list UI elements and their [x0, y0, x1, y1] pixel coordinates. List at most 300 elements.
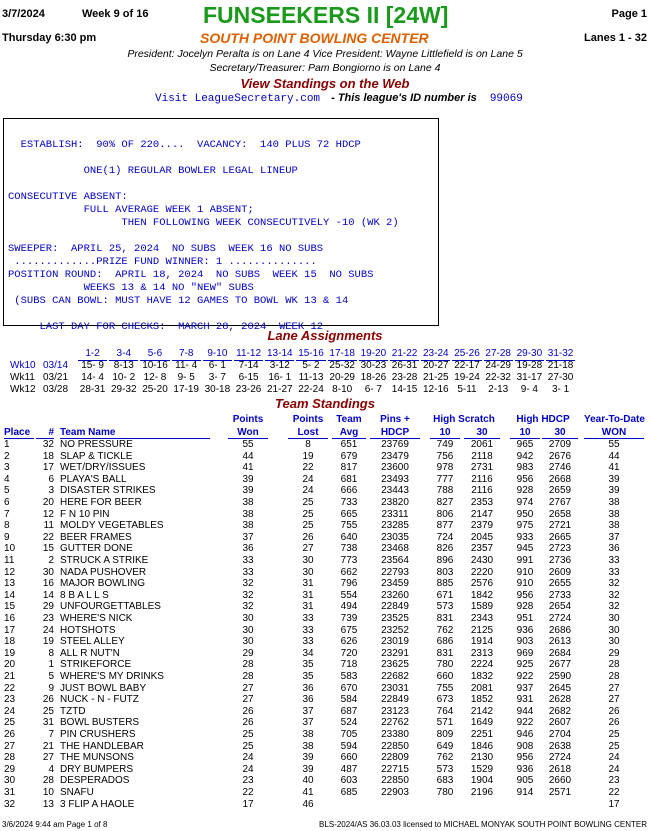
lane-week: Wk11 [10, 372, 35, 383]
standings-cell: 2357 [470, 543, 494, 555]
standings-cell: 24 [608, 752, 620, 764]
standings-cell: 30 [608, 624, 620, 636]
standings-cell: 26 [4, 729, 16, 740]
standings-cell: 908 [516, 740, 534, 752]
lane-cell: 8-10 [332, 384, 353, 395]
standings-cell: 41 [608, 462, 620, 474]
standings-cell: 23311 [381, 508, 409, 520]
standings-cell: 910 [516, 578, 534, 590]
footer-right: BLS-2024/AS 36.03.03 licensed to MICHAEL MONYAK SOUTH POINT BOWLING CENTER [319, 820, 647, 829]
standings-cell: 24 [4, 705, 16, 717]
standings-cell: 2116 [471, 473, 493, 485]
lane-cell: 7-14 [238, 360, 259, 371]
standings-head-col: Team Name [60, 427, 210, 439]
standings-cell: 33 [302, 624, 314, 636]
lane-pair-header: 21-22 [391, 348, 418, 359]
standings-head-col: Won [228, 427, 268, 439]
standings-cell: 910 [516, 566, 534, 578]
standings-cell: 17 [42, 462, 54, 474]
standings-cell: 936 [516, 763, 534, 775]
standings-cell: 922 [516, 717, 534, 729]
standings-cell: 33 [302, 613, 314, 624]
team-name: NUCK - N - FUTZ [60, 694, 139, 706]
standings-cell: 31 [302, 578, 314, 590]
lane-cell: 30-23 [360, 360, 387, 371]
standings-cell: 788 [436, 485, 454, 497]
lane-cell: 5- 2 [302, 360, 320, 371]
lane-cell: 31-17 [516, 372, 543, 383]
standings-cell: 23035 [381, 531, 409, 543]
standings-cell: 38 [302, 729, 314, 740]
standings-cell: 23820 [381, 497, 409, 508]
standings-cell: 26 [302, 531, 314, 543]
standings-cell: 9 [4, 531, 10, 543]
standings-cell: 2590 [548, 671, 572, 682]
lane-cell: 22-24 [298, 384, 324, 395]
lane-cell: 20-27 [422, 360, 449, 371]
standings-cell: 32 [608, 589, 620, 601]
lane-pair-header: 15-16 [298, 348, 324, 359]
standings-cell: 38 [302, 740, 314, 752]
standings-cell: 23031 [381, 682, 409, 694]
standings-head-top: Team [336, 414, 362, 425]
standings-cell: 2704 [548, 729, 572, 740]
team-name: THE HANDLEBAR [60, 740, 144, 752]
standings-cell: 15 [42, 543, 54, 555]
standings-cell: 2746 [548, 462, 572, 474]
standings-cell: 22849 [381, 601, 409, 613]
team-name: HERE FOR BEER [60, 497, 142, 508]
standings-head-top: Points [292, 414, 324, 425]
standings-cell: 23479 [381, 450, 409, 462]
standings-cell: 26 [608, 705, 620, 717]
standings-cell: 24 [242, 763, 254, 775]
standings-cell: 30 [4, 775, 16, 787]
standings-title: Team Standings [275, 396, 375, 411]
officers-line-1: President: Jocelyn Peralta is on Lane 4 Vice President: Wayne Littlefield is on Lane 5 [127, 48, 523, 60]
standings-cell: 37 [242, 531, 254, 543]
standings-cell: 956 [516, 589, 534, 601]
standings-cell: 937 [516, 682, 534, 694]
standings-cell: 2655 [548, 578, 572, 590]
standings-cell: 2736 [548, 555, 572, 566]
lane-cell: 14- 4 [81, 372, 104, 383]
team-name: DISASTER STRIKES [60, 485, 156, 497]
lane-assignments-grid [0, 346, 650, 398]
standings-cell: 32 [42, 439, 54, 450]
standings-cell: 23285 [381, 520, 409, 532]
standings-cell: 27 [608, 682, 620, 694]
standings-cell: 4 [48, 763, 54, 775]
standings-cell: 23468 [381, 543, 409, 555]
standings-cell: 22849 [381, 694, 409, 706]
standings-cell: 2613 [548, 636, 572, 648]
standings-cell: 755 [340, 520, 358, 532]
standings-cell: 1842 [470, 589, 494, 601]
standings-cell: 23 [42, 613, 54, 624]
standings-cell: 23493 [381, 473, 409, 485]
standings-cell: 2638 [548, 740, 572, 752]
lane-cell: 25-20 [142, 384, 168, 395]
standings-cell: 671 [436, 589, 454, 601]
standings-cell: 32 [608, 578, 620, 590]
standings-cell: 22762 [381, 717, 409, 729]
league-title: FUNSEEKERS II [24W] [203, 2, 449, 28]
standings-cell: 2142 [470, 705, 494, 717]
visit-link[interactable]: Visit LeagueSecretary.com [155, 93, 321, 105]
standings-cell: 39 [302, 763, 314, 775]
standings-cell: 39 [242, 473, 254, 485]
standings-cell: 22793 [381, 566, 409, 578]
standings-cell: 29 [42, 601, 54, 613]
lane-cell: 19-28 [516, 360, 543, 371]
standings-cell: 38 [242, 508, 254, 520]
standings-cell: 2677 [548, 659, 572, 671]
standings-cell: 2723 [548, 543, 572, 555]
standings-cell: 22 [242, 787, 254, 798]
standings-cell: 2353 [470, 497, 494, 508]
standings-header [0, 414, 650, 440]
standings-cell: 806 [436, 508, 454, 520]
standings-cell: 687 [340, 705, 358, 717]
team-name: BEER FRAMES [60, 531, 132, 543]
standings-head-col: Place [4, 427, 34, 439]
lane-pair-header: 3-4 [109, 348, 138, 361]
standings-cell: 640 [340, 531, 358, 543]
standings-cell: 25 [42, 705, 54, 717]
lane-cell: 16- 1 [268, 372, 292, 383]
standings-cell: 626 [340, 636, 358, 648]
standings-cell: 23252 [381, 624, 409, 636]
standings-cell: 665 [340, 508, 358, 520]
standings-cell: 36 [302, 694, 314, 706]
team-name: MOLDY VEGETABLES [60, 520, 164, 532]
standings-cell: 19 [302, 450, 314, 462]
standings-cell: 25 [302, 520, 314, 532]
standings-cell: 2733 [548, 589, 572, 601]
standings-cell: 803 [436, 566, 454, 578]
standings-cell: 928 [516, 485, 534, 497]
standings-cell: 33 [302, 636, 314, 648]
lane-cell: 11-13 [298, 372, 324, 383]
week-label: Week 9 of 16 [82, 8, 149, 20]
standings-cell: 30 [608, 636, 620, 648]
standings-cell: 21 [42, 740, 54, 752]
standings-cell: 931 [516, 694, 534, 706]
standings-cell: 896 [436, 555, 454, 566]
lane-cell: 20-29 [329, 372, 355, 383]
standings-cell: 922 [516, 671, 534, 682]
standings-cell: 33 [608, 566, 620, 578]
standings-cell: 956 [516, 752, 534, 764]
lane-cell: 15- 9 [81, 360, 104, 371]
lane-week: Wk12 [10, 384, 36, 395]
standings-cell: 2081 [470, 682, 494, 694]
standings-cell: 23291 [381, 647, 409, 659]
standings-cell: 2724 [548, 613, 572, 624]
standings-cell: 30 [42, 566, 54, 578]
standings-cell: 38 [608, 508, 620, 520]
standings-cell: 17 [4, 624, 16, 636]
lane-cell: 11- 4 [175, 360, 198, 371]
standings-cell: 28 [608, 671, 620, 682]
team-name: WHERE'S NICK [60, 613, 133, 624]
standings-cell: 29 [4, 763, 16, 775]
lane-cell: 5-11 [457, 384, 477, 395]
standings-head-top: High Scratch [433, 414, 495, 425]
standings-cell: 31 [42, 717, 54, 729]
standings-cell: 594 [340, 740, 358, 752]
league-id: 99069 [489, 93, 523, 105]
standings-head-top: Pins + [380, 414, 410, 425]
team-name: ALL R NUT'N [60, 647, 120, 659]
team-name: UNFOURGETTABLES [60, 601, 161, 613]
standings-cell: 22 [608, 787, 620, 798]
standings-cell: 29 [608, 647, 620, 659]
standings-cell: 27 [4, 740, 16, 752]
notice-box [3, 118, 439, 333]
standings-cell: 2721 [548, 520, 572, 532]
standings-cell: 777 [436, 473, 454, 485]
standings-cell: 583 [340, 671, 358, 682]
standings-cell: 38 [608, 497, 620, 508]
standings-cell: 14 [4, 589, 16, 601]
standings-cell: 603 [340, 775, 358, 787]
standings-cell: 2116 [471, 485, 493, 497]
standings-cell: 32 [242, 578, 254, 590]
footer-left: 3/6/2024 9:44 am Page 1 of 8 [2, 820, 108, 829]
standings-cell: 16 [4, 613, 16, 624]
standings-cell: 936 [516, 624, 534, 636]
standings-cell: 675 [340, 624, 358, 636]
standings-cell: 733 [340, 497, 358, 508]
standings-cell: 24 [608, 763, 620, 775]
standings-cell: 17 [242, 798, 254, 810]
standings-cell: 524 [340, 717, 358, 729]
standings-cell: 23459 [381, 578, 409, 590]
standings-cell: 944 [516, 705, 534, 717]
standings-cell: 36 [302, 682, 314, 694]
standings-cell: 22682 [381, 671, 409, 682]
team-name: HOTSHOTS [60, 624, 116, 636]
standings-cell: 2 [48, 555, 54, 566]
standings-cell: 762 [436, 624, 454, 636]
standings-cell: 1914 [470, 636, 494, 648]
lane-cell: 30-18 [204, 384, 231, 395]
league-id-line [155, 92, 523, 105]
standings-cell: 24 [302, 485, 314, 497]
standings-cell: 6 [48, 473, 54, 485]
standings-cell: 877 [436, 520, 454, 532]
standings-cell: 969 [516, 647, 534, 659]
standings-cell: 2676 [548, 450, 572, 462]
standings-cell: 39 [608, 473, 620, 485]
standings-cell: 649 [436, 740, 454, 752]
day-time: Thursday 6:30 pm [2, 32, 97, 44]
team-name: NADA PUSHOVER [60, 566, 147, 578]
lane-cell: 9- 4 [520, 384, 538, 395]
standings-cell: 23625 [381, 659, 409, 671]
standings-cell: 36 [242, 543, 254, 555]
standings-cell: 33 [242, 555, 254, 566]
lane-cell: 17-19 [173, 384, 199, 395]
standings-cell: 22715 [381, 763, 409, 775]
standings-cell: 755 [436, 682, 454, 694]
standings-cell: 26 [42, 694, 54, 706]
standings-cell: 718 [340, 659, 358, 671]
standings-cell: 4 [4, 473, 10, 485]
lane-cell: 25-32 [329, 360, 355, 371]
center-name: SOUTH POINT BOWLING CENTER [200, 30, 429, 46]
standings-cell: 19 [42, 636, 54, 648]
team-name: THE MUNSONS [60, 752, 134, 764]
lane-pair-header: 27-28 [485, 348, 511, 359]
standings-cell: 9 [48, 682, 54, 694]
standings-cell: 3 [4, 462, 10, 474]
standings-cell: 554 [340, 589, 358, 601]
standings-cell: 827 [436, 497, 454, 508]
standings-cell: 1 [4, 439, 10, 450]
standings-cell: 10 [4, 543, 16, 555]
lane-pair-header: 5-6 [140, 348, 169, 361]
standings-cell: 32 [242, 601, 254, 613]
standings-cell: 817 [340, 462, 358, 474]
standings-cell: 1 [48, 659, 54, 671]
standings-cell: 44 [242, 450, 254, 462]
standings-cell: 38 [242, 497, 254, 508]
standings-cell: 23 [4, 694, 16, 706]
standings-cell: 18 [42, 450, 54, 462]
standings-cell: 831 [436, 613, 454, 624]
standings-cell: 41 [242, 462, 254, 474]
standings-cell: 22809 [381, 752, 409, 764]
standings-cell: 14 [42, 589, 54, 601]
standings-cell: 2654 [548, 601, 572, 613]
standings-cell: 25 [608, 740, 620, 752]
standings-cell: 2343 [470, 613, 494, 624]
standings-cell: 13 [4, 578, 16, 590]
standings-cell: 2628 [548, 694, 572, 706]
standings-cell: 1846 [470, 740, 494, 752]
standings-cell: 584 [340, 694, 358, 706]
standings-cell: 2668 [548, 473, 572, 485]
standings-cell: 739 [340, 613, 358, 624]
standings-cell: 25 [302, 508, 314, 520]
standings-cell: 673 [436, 694, 454, 706]
standings-cell: 2 [4, 450, 10, 462]
standings-cell: 2196 [470, 787, 494, 798]
lane-cell: 28-31 [79, 384, 106, 395]
standings-cell: 25 [242, 729, 254, 740]
standings-cell: 831 [436, 647, 454, 659]
standings-cell: 2665 [548, 531, 572, 543]
standings-cell: 27 [42, 752, 54, 764]
standings-cell: 37 [608, 531, 620, 543]
standings-cell: 2147 [470, 508, 494, 520]
standings-cell: 37 [302, 717, 314, 729]
standings-cell: 22 [4, 682, 16, 694]
standings-cell: 21 [4, 671, 16, 682]
standings-cell: 2045 [470, 531, 494, 543]
standings-cell: 32 [608, 601, 620, 613]
notice-text: ESTABLISH: 90% OF 220.... VACANCY: 140 PLUS 72 HDCP ONE(1) REGULAR BOWLER LEGAL LINEUP CONSECUTIVE ABSENT: FULL AVERAGE WEEK 1 ABSENT; THEN FOLLOWING WEEK CONSECUTIVELY -10 (WK 2) SWEEPER: APRIL 25, 2024 NO SUBS WEEK 16 NO SUBS .............PRIZE FUND WINNER: 1 .............. POSITION ROUND: APRIL 18, 2024 NO SUBS WEEK 15 NO SUBS WEEKS 13 & 14 NO "NEW" SUBS (SUBS CAN BOWL: MUST HAVE 12 GAMES TO BOWL WK 13 & 14 LAST DAY FOR CHECKS: MARCH 28, 2024 WEEK 12 [8, 139, 399, 333]
standings-cell: 22850 [381, 740, 409, 752]
standings-cell: 2224 [470, 659, 494, 671]
standings-cell: 26 [242, 705, 254, 717]
standings-cell: 22903 [381, 787, 409, 798]
lane-pair-header: 9-10 [203, 348, 232, 361]
standings-cell: 903 [516, 636, 534, 648]
lane-cell: 3-12 [269, 360, 290, 371]
lane-date: 03/28 [43, 384, 69, 395]
lane-pair-header: 17-18 [329, 348, 355, 359]
standings-cell: 1852 [470, 694, 494, 706]
standings-cell: 28 [4, 752, 16, 764]
standings-head-col: # [36, 427, 54, 439]
lane-pair-header: 29-30 [516, 348, 543, 359]
team-name: STEEL ALLEY [60, 636, 125, 648]
team-name: WHERE'S MY DRINKS [60, 671, 164, 682]
lane-cell: 2-13 [488, 384, 509, 395]
standings-cell: 20 [4, 659, 16, 671]
standings-cell: 23380 [381, 729, 409, 740]
standings-cell: 683 [436, 775, 454, 787]
standings-cell: 30 [302, 566, 314, 578]
standings-cell: 983 [516, 462, 534, 474]
standings-head-col: Avg [332, 427, 366, 439]
standings-cell: 780 [436, 787, 454, 798]
standings-cell: 724 [436, 531, 454, 543]
standings-cell: 2251 [470, 729, 494, 740]
standings-cell: 25 [4, 717, 16, 729]
team-name: SNAFU [60, 787, 94, 798]
standings-head-col: HDCP [370, 427, 420, 439]
standings-cell: 780 [436, 659, 454, 671]
standings-cell: 660 [340, 752, 358, 764]
standings-cell: 965 [516, 439, 534, 450]
standings-cell: 662 [340, 566, 358, 578]
team-name: F N 10 PIN [60, 508, 110, 520]
standings-cell: 7 [48, 729, 54, 740]
standings-cell: 40 [302, 775, 314, 787]
standings-cell: 950 [516, 508, 534, 520]
standings-cell: 16 [42, 578, 54, 590]
lane-cell: 10-16 [142, 360, 168, 371]
lane-cell: 14-15 [391, 384, 418, 395]
standings-head-top: Year-To-Date [584, 414, 645, 425]
standings-cell: 13 [42, 798, 54, 810]
web-heading: View Standings on the Web [240, 76, 410, 91]
lane-pair-header: 1-2 [78, 348, 107, 361]
standings-cell: 1589 [470, 601, 494, 613]
standings-cell: 2430 [470, 555, 494, 566]
standings-cell: 5 [4, 485, 10, 497]
standings-cell: 666 [340, 485, 358, 497]
standings-cell: 15 [4, 601, 16, 613]
standings-cell: 20 [42, 497, 54, 508]
standings-head-top: High HDCP [516, 414, 570, 425]
standings-cell: 41 [302, 787, 314, 798]
standings-cell: 764 [436, 705, 454, 717]
standings-cell: 12 [4, 566, 16, 578]
standings-cell: 23 [242, 775, 254, 787]
lane-cell: 6- 7 [364, 384, 382, 395]
standings-cell: 2576 [470, 578, 494, 590]
standings-cell: 978 [436, 462, 454, 474]
standings-cell: 705 [340, 729, 358, 740]
league-id-label: - This league's ID number is [331, 92, 477, 104]
team-name: DRY BUMPERS [60, 763, 133, 775]
